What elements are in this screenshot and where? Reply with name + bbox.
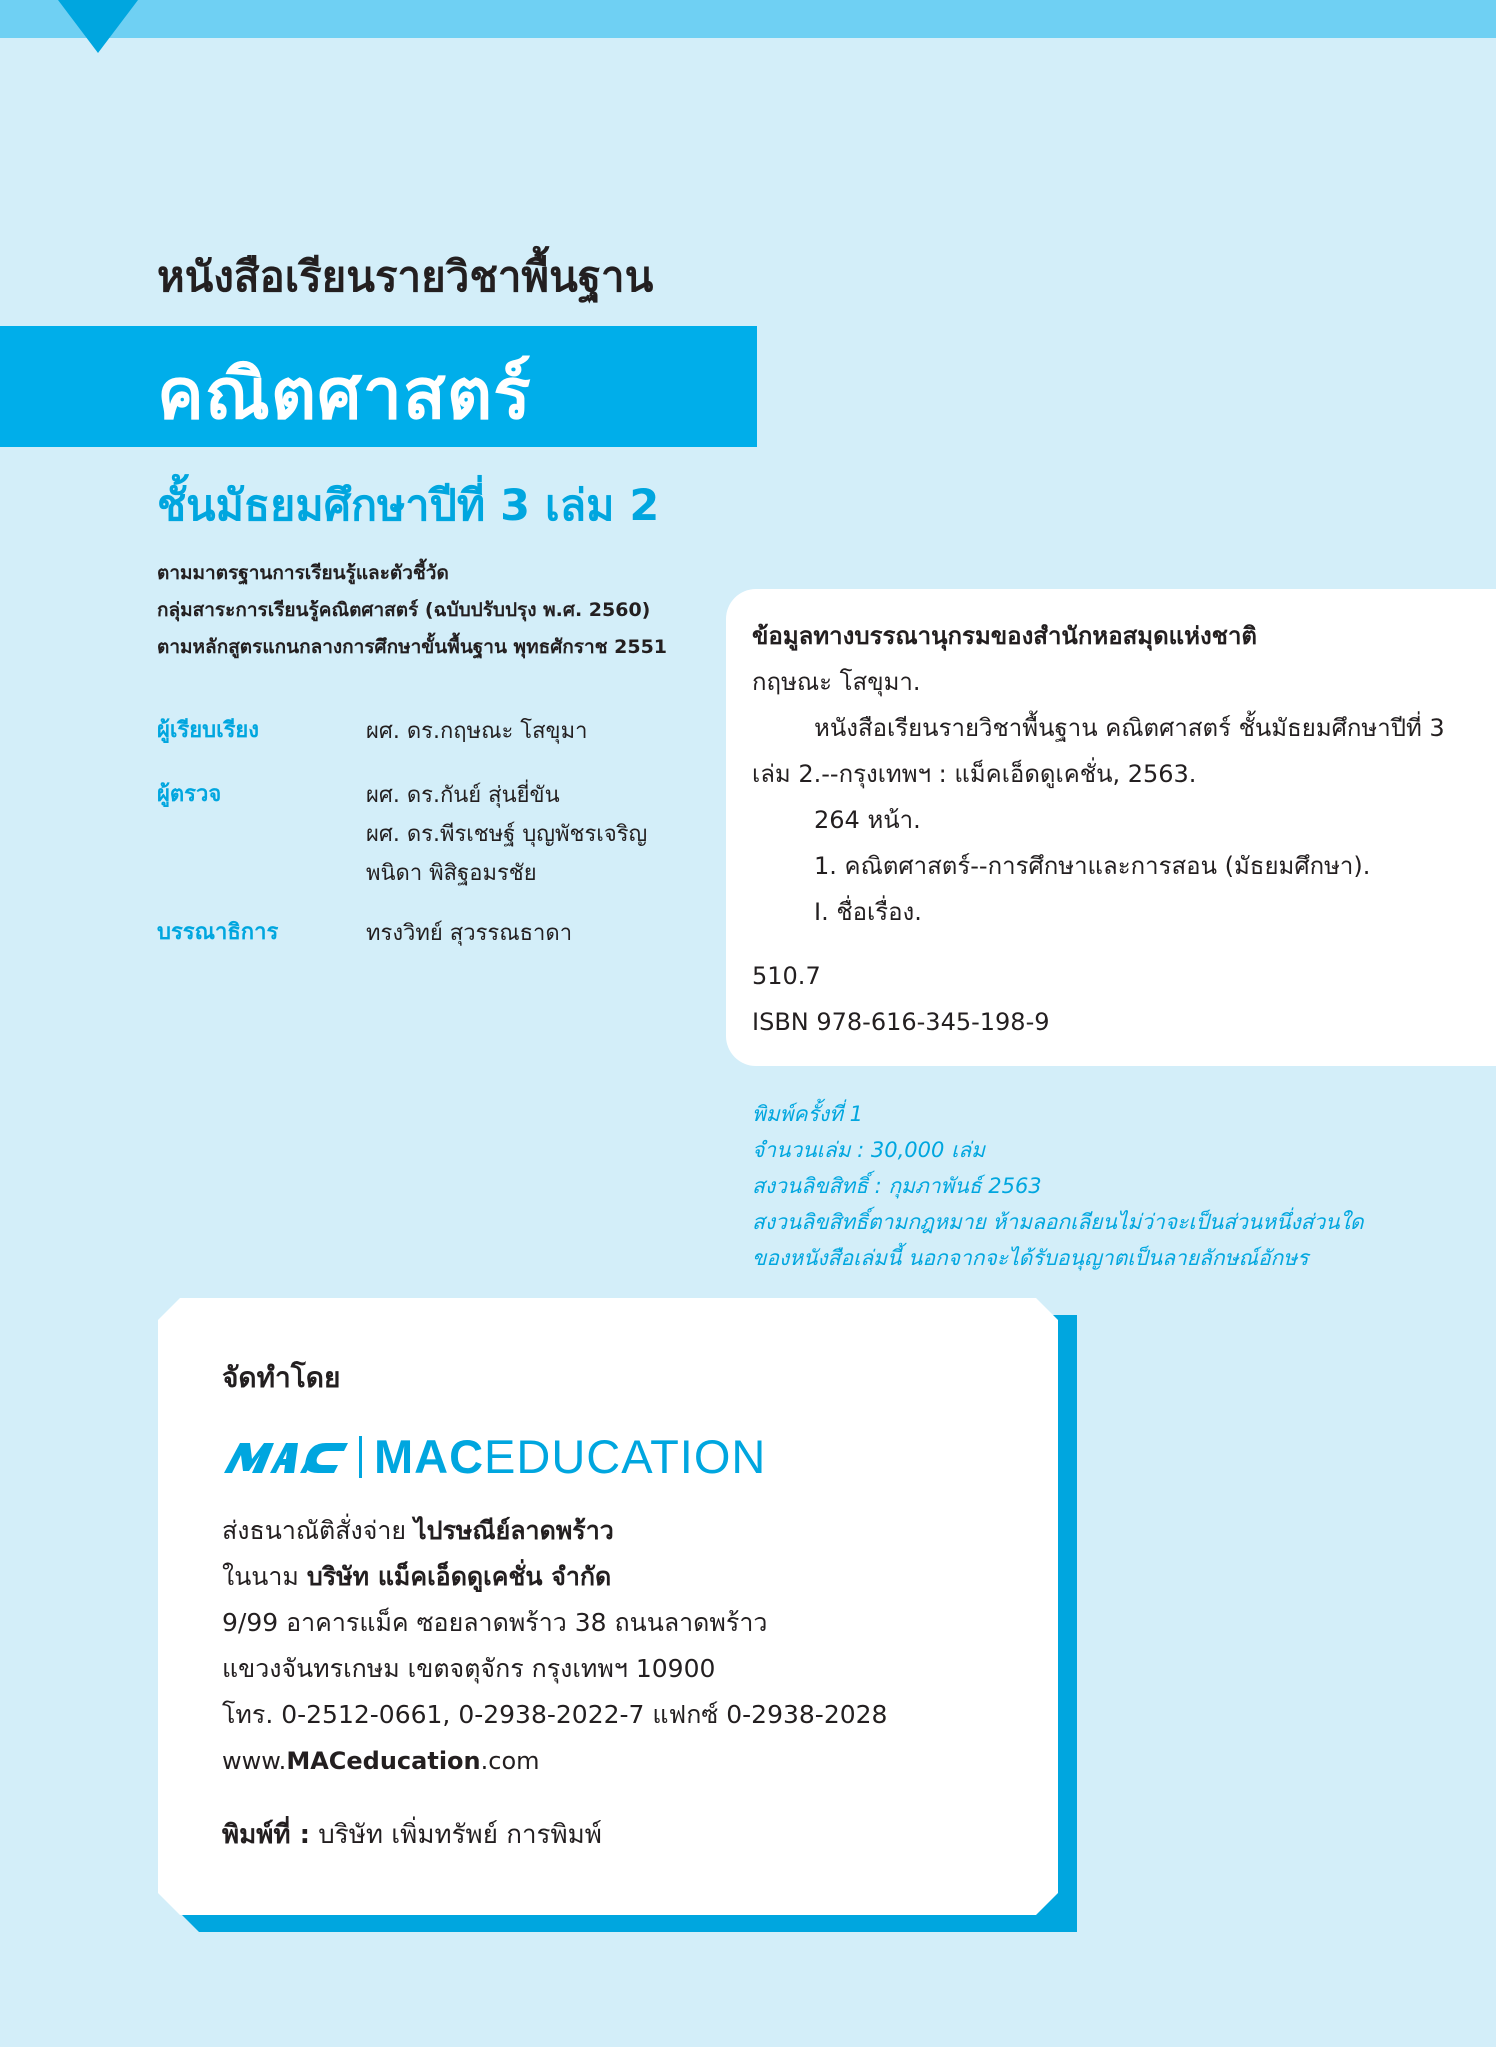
edition: พิมพ์ครั้งที่ 1 xyxy=(752,1102,863,1126)
mac-logo-icon xyxy=(222,1437,352,1477)
credit-name: พนิดา พิสิฐอมรชัย xyxy=(366,861,537,886)
publisher-info xyxy=(222,1356,887,1855)
copyright-notice-cont: ของหนังสือเล่มนี้ นอกจากจะได้รับอนุญาตเป็นลายลักษณ์อักษร xyxy=(752,1246,1309,1270)
credit-name: ผศ. ดร.กันย์ สุ่นยี่ขัน xyxy=(366,783,560,808)
credit-author xyxy=(157,712,647,751)
address-line: แขวงจันทรเกษม เขตจตุจักร กรุงเทพฯ 10900 xyxy=(222,1654,716,1683)
name-prefix: ในนาม xyxy=(222,1562,299,1591)
web-prefix: www. xyxy=(222,1747,287,1775)
credit-name: ทรงวิทย์ สุวรรณธาดา xyxy=(366,921,573,946)
credit-role-label: บรรณาธิการ xyxy=(157,920,279,945)
top-bar xyxy=(0,0,1496,38)
company-name: บริษัท แม็คเอ็ดดูเคชั่น จำกัด xyxy=(306,1562,612,1591)
logo-text-bold: MAC xyxy=(374,1430,485,1483)
standard-line: กลุ่มสาระการเรียนรู้คณิตศาสตร์ (ฉบับปรับปรุง พ.ศ. 2560) xyxy=(157,599,651,621)
standard-line: ตามหลักสูตรแกนกลางการศึกษาขั้นพื้นฐาน พุทธศักราช 2551 xyxy=(157,636,668,658)
logo-wordmark xyxy=(374,1429,766,1484)
cip-isbn: ISBN 978-616-345-198-9 xyxy=(752,1008,1050,1036)
money-order-line xyxy=(222,1508,887,1554)
logo-separator xyxy=(359,1436,362,1478)
mac-education-logo xyxy=(222,1430,887,1483)
printer-name: บริษัท เพิ่มทรัพย์ การพิมพ์ xyxy=(318,1820,602,1850)
logo-text-light: EDUCATION xyxy=(484,1430,767,1483)
cip-heading: ข้อมูลทางบรรณานุกรมของสำนักหอสมุดแห่งชาติ xyxy=(752,622,1258,650)
credit-reviewer xyxy=(157,776,647,893)
cip-title-cont: เล่ม 2.--กรุงเทพฯ : แม็คเอ็ดดูเคชั่น, 2563. xyxy=(752,760,1197,788)
credit-editor xyxy=(157,914,647,953)
company-line xyxy=(222,1554,887,1600)
cip-title: หนังสือเรียนรายวิชาพื้นฐาน คณิตศาสตร์ ชั้นมัธยมศึกษาปีที่ 3 xyxy=(814,714,1445,742)
top-notch-triangle xyxy=(58,0,138,53)
publisher-address xyxy=(222,1508,887,1784)
order-prefix: ส่งธนาณัติสั่งจ่าย xyxy=(222,1516,407,1545)
publisher-label: จัดทำโดย xyxy=(222,1361,341,1394)
cip-title-entry: I. ชื่อเรื่อง. xyxy=(814,898,922,926)
grade-level: ชั้นมัธยมศึกษาปีที่ 3 เล่ม 2 xyxy=(157,481,660,531)
credits xyxy=(157,712,647,953)
curriculum-standards xyxy=(157,555,667,666)
cataloging-in-publication xyxy=(752,613,1445,1045)
credit-name: ผศ. ดร.พีรเชษฐ์ บุญพัชรเจริญ xyxy=(366,822,648,847)
series-title: หนังสือเรียนรายวิชาพื้นฐาน xyxy=(157,252,654,301)
printing-info xyxy=(752,1096,1364,1276)
order-post-office: ไปรษณีย์ลาดพร้าว xyxy=(414,1516,614,1545)
cip-classification: 510.7 xyxy=(752,962,821,990)
web-domain: MACeducation xyxy=(286,1747,481,1775)
cip-pages: 264 หน้า. xyxy=(814,806,921,834)
copyright-date: สงวนลิขสิทธิ์ : กุมภาพันธ์ 2563 xyxy=(752,1174,1042,1198)
printer-line xyxy=(222,1814,887,1855)
credit-name: ผศ. ดร.กฤษณะ โสขุมา xyxy=(366,719,588,744)
standard-line: ตามมาตรฐานการเรียนรู้และตัวชี้วัด xyxy=(157,562,449,584)
copies: จำนวนเล่ม : 30,000 เล่ม xyxy=(752,1138,985,1162)
printer-label: พิมพ์ที่ : xyxy=(222,1820,311,1850)
website-link[interactable] xyxy=(222,1738,887,1784)
address-line: 9/99 อาคารแม็ค ซอยลาดพร้าว 38 ถนนลาดพร้าว xyxy=(222,1608,768,1637)
phone-line: โทร. 0-2512-0661, 0-2938-2022-7 แฟกซ์ 0-2938-2028 xyxy=(222,1700,888,1729)
cip-subject: 1. คณิตศาสตร์--การศึกษาและการสอน (มัธยมศึกษา). xyxy=(814,852,1371,880)
subject-title: คณิตศาสตร์ xyxy=(157,353,532,435)
copyright-notice: สงวนลิขสิทธิ์ตามกฎหมาย ห้ามลอกเลียนไม่ว่าจะเป็นส่วนหนึ่งส่วนใด xyxy=(752,1210,1364,1234)
credit-role-label: ผู้เรียบเรียง xyxy=(157,718,260,743)
web-suffix: .com xyxy=(480,1747,540,1775)
cip-author: กฤษณะ โสขุมา. xyxy=(752,668,921,696)
credit-role-label: ผู้ตรวจ xyxy=(157,782,222,807)
